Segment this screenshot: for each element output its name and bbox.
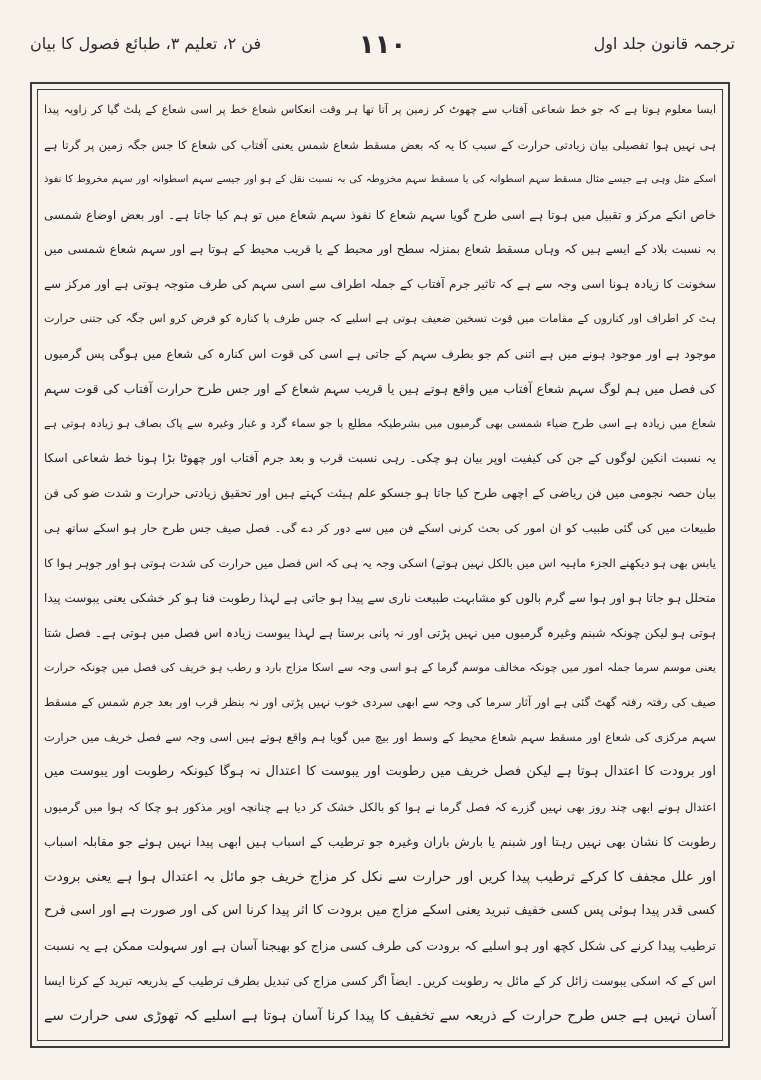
running-title: ترجمہ قانون جلد اول [593,34,735,53]
section-title: فن ۲، تعلیم ۳، طبائع فصول کا بیان [30,34,262,53]
text-line: ہٹ کر اطراف اور کناروں کے مقامات میں قوت تسخین ضعیف ہوتی ہے اسلیے کہ جس طرف یا کنارہ کو فرض کرو اس جگہ کی جتنی حرارت [44,312,716,326]
text-line: آسان نہیں ہے جس طرح حرارت کے ذریعہ سے تخفیف کا پیدا کرنا آسان ہوتا ہے اسلیے کہ تھوڑی سی حرارت سے [44,1007,716,1024]
text-line: ہی نہیں ہوا تفصیلی بیان زیادتی حرارت کے سبب کا یہ کہ بعض مسقط شعاع شمس یعنی آفتاب کی شعاع کا جس جگہ زمین پر گرتا ہے [44,137,716,152]
page-header [30,30,735,70]
text-line: اس کے کہ اسکی یبوست زائل کر کے مائل بہ رطوبت کریں۔ ایضاً اگر کسی مزاج کی تبدیل بطرف ترطیب کے بذریعہ تبرید کے کرنا ایسا [44,974,716,989]
text-line: اسکے مثل وہی ہے جیسے مثال مسقط سہم اسطوانہ کی یا مسقط سہم مخروطہ کی بہ نسبت نقل کے ہو اور جیسے سہم اسطوانہ اور سہم مخروط کا نفوذ [44,173,716,185]
text-line: صیف کی رفتہ رفتہ گھٹ گئی ہے اور آثار سرما کی وجہ سے ابھی سردی خوب نہیں پڑتی اور نہ بنظر قرب اور بعد جرم شمس کے مسقط [44,695,716,710]
text-line: بیان حصہ نجومی میں فن ریاضی کے اچھی طرح کیا جاتا ہو جسکو علم ہیئت کہتے ہیں اور تحقیق زیادتی حرارت و شدت ضو کی فن [44,486,716,501]
text-line: بہ نسبت بلاد کے ایسے ہیں کہ وہاں مسقط شعاع بمنزلہ سطح اور محیط کے یا قریب محیط کے ہوتا ہے اور سہم شعاع شمسی میں [44,242,716,257]
text-line: موجود ہے اور موجود ہونے میں ہے اتنی کم جو بطرف سہم کے جاتی ہے اسی کی قوت اس کنارہ کی شعاع میں ہوگی پس گرمیوں [44,346,716,361]
text-line: سہم مرکزی کی شعاع اور مسقط سہم شعاع محیط کے وسط اور بیچ میں گویا ہم واقع ہوتے ہیں اسی وجہ سے فصل خریف میں حرارت [44,730,716,745]
text-line: اور برودت کا اعتدال ہوتا ہے لیکن فصل خریف میں رطوبت اور یبوست کا اعتدال نہ ہوگا کیونکہ رطوبت اور یبوست میں [44,764,716,780]
page-number: ۱۱۰ [358,30,407,60]
text-line: شعاع میں زیادہ ہے اسی طرح ضیاء شمسی بھی گرمیوں میں بشرطیکہ مطلع یا جو سماء گرد و غبار وغیرہ سے پاک بصاف ہو زیادہ ہوتی ہے [44,416,716,430]
text-line: رطوبت کا نشان بھی نہیں رہتا اور شبنم یا بارش باران وغیرہ جو ترطیب کے اسباب ہیں ابھی پیدا نہیں ہوئے جو مقابلہ اسباب [44,833,716,849]
text-line: یہ نسبت انکین لوگوں کے جن کی کیفیت اوپر بیان ہو چکی۔ رہی نسبت قرب و بعد جرم آفتاب اور چھوٹا بڑا ہونا خط شعاعی اسکا [44,451,716,466]
text-line: اور علل مجفف کا کرکے ترطیب پیدا کریں اور حرارت سے نکل کر مزاج خریف جو مائل بہ اعتدال ہوا ہے یعنی برودت [44,868,716,885]
text-line: یابس بھی ہو دیکھنے الجزء ماہیہ اس میں بالکل نہیں ہوتے) اسکی وجہ یہ ہی کہ اس فصل میں حرارت کی شدت ہوتی ہو اور جوہر ہوا کا [44,555,716,570]
text-line: کسی قدر پیدا ہوئی پس کسی خفیف تبرید یعنی اسکے مزاج میں برودت کا اثر پیدا کرنا اس کی اور صورت ہے اور اسی فرح [44,903,716,919]
text-line: اعتدال ہونے ابھی چند روز بھی نہیں گزرے کہ فصل گرما نے ہوا کو بالکل خشک کر دیا ہے چنانچہ اوپر مذکور ہو چکا کہ ہوا میں گرمیوں [44,799,716,814]
text-line: خاص انکے مرکز و تقبیل میں ہوتا ہے اسی طرح گویا سہم شعاع کا نفوذ سہم شعاع میں تو ہم کیا جاتا ہے۔ اور بعض اوضاع شمسی [44,207,716,222]
text-line: کی فصل میں ہم لوگ سہم شعاع آفتاب میں واقع ہوتے ہیں یا قریب سہم شعاع کے اور جس طرح حرارت آفتاب کی قوت سہم [44,380,716,396]
text-line: سخونت کا زیادہ ہونا اسی وجہ سے ہے کہ تاثیر جرم آفتاب کے جملہ اطراف سے اسی سہم کی طرف متوجہ ہوتی ہے اور مرکز سے [44,277,716,292]
text-line: یعنی موسم سرما جملہ امور میں چونکہ مخالف موسم گرما کے ہو اسی وجہ سے اسکا مزاج بارد و رطب ہو خریف کی فصل میں چونکہ حرارت [44,660,716,674]
body-text [40,98,720,1028]
text-line: ہوتی ہو لیکن چونکہ شبنم وغیرہ گرمیوں میں نہیں پڑتی اور نہ پانی برستا ہے لہذا یبوست زیادہ اس فصل میں ہوتی ہے۔ فصل شتا [44,625,716,640]
text-line: طبیعات میں کی گئی طبیب کو ان امور کی بحث کرنی اسکے فن میں سے دور کر دے گی۔ فصل صیف جس طرح حار ہو اسکے ساتھ ہی [44,521,716,536]
text-line: ترطیب پیدا کرنے کی شکل کچھ اور ہو اسلیے کہ برودت کی طرف کسی مزاج کو بھیجنا آسان ہے اور سہولت ممکن ہے یہ نسبت [44,938,716,954]
text-line: ایسا معلوم ہوتا ہے کہ جو خط شعاعی آفتاب سے چھوٹ کر زمین پر آتا تھا ہر وقت انعکاس شعاع خط پر اسی شعاع کے پلٹ گیا کر زاویہ پیدا [44,103,716,116]
text-line: متحلل ہو جاتا ہو اور ہوا سے گرم بالوں کو مشابہت طبیعت ناری سے پیدا ہو جاتی ہے لہذا رطوبت فنا ہو کر خشکی یعنی یبوست پیدا [44,590,716,605]
